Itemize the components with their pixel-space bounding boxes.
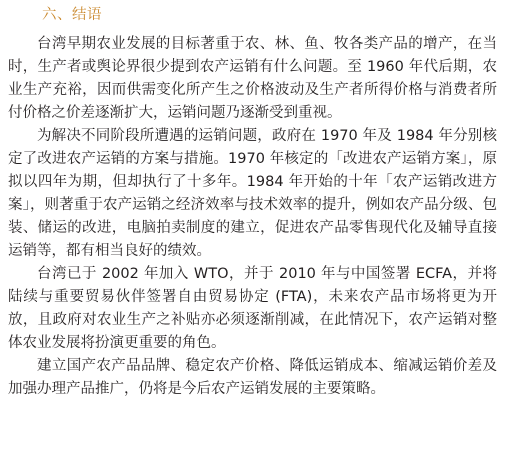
paragraph-4: 建立国产农产品品牌、稳定农产价格、降低运销成本、缩减运销价差及加强办理产品推广，仍将是今后农产运销发展的主要策略。	[8, 358, 497, 397]
paragraph-2: 为解决不同阶段所遭遇的运销问题，政府在 1970 年及 1984 年分别核定了改进农产运销的方案与措施。1970 年核定的「改进农产运销方案」，原拟以四年为期，但却执行了十多年。1984 年开始的十年「农产运销改进方案」，则著重于农产运销之经济效率与技术效率的提升，例如农产品分级、包装、储运的改进，电脑拍卖制度的建立，促进农产品零售现代化及辅导直接运销等，都有相当良好的绩效。	[8, 128, 497, 259]
paragraph-1: 台湾早期农业发展的目标著重于农、林、鱼、牧各类产品的增产，在当时，生产者或舆论界很少提到农产运销有什么问题。至 1960 年代后期，农业生产充裕，因而供需变化所产生之价格波动及生产者所得价格与消费者所付价格之价差逐渐扩大，运销问题乃逐渐受到重视。	[8, 36, 497, 121]
section-heading: 六、结语	[42, 7, 102, 23]
paragraph-3: 台湾已于 2002 年加入 WTO，并于 2010 年与中国签署 ECFA，并将陆续与重要贸易伙伴签署自由贸易协定 (FTA)，未来农产品市场将更为开放，且政府对农业生产之补贴亦必须逐渐削减，在此情况下，农产运销对整体农业发展将扮演更重要的角色。	[8, 266, 497, 351]
